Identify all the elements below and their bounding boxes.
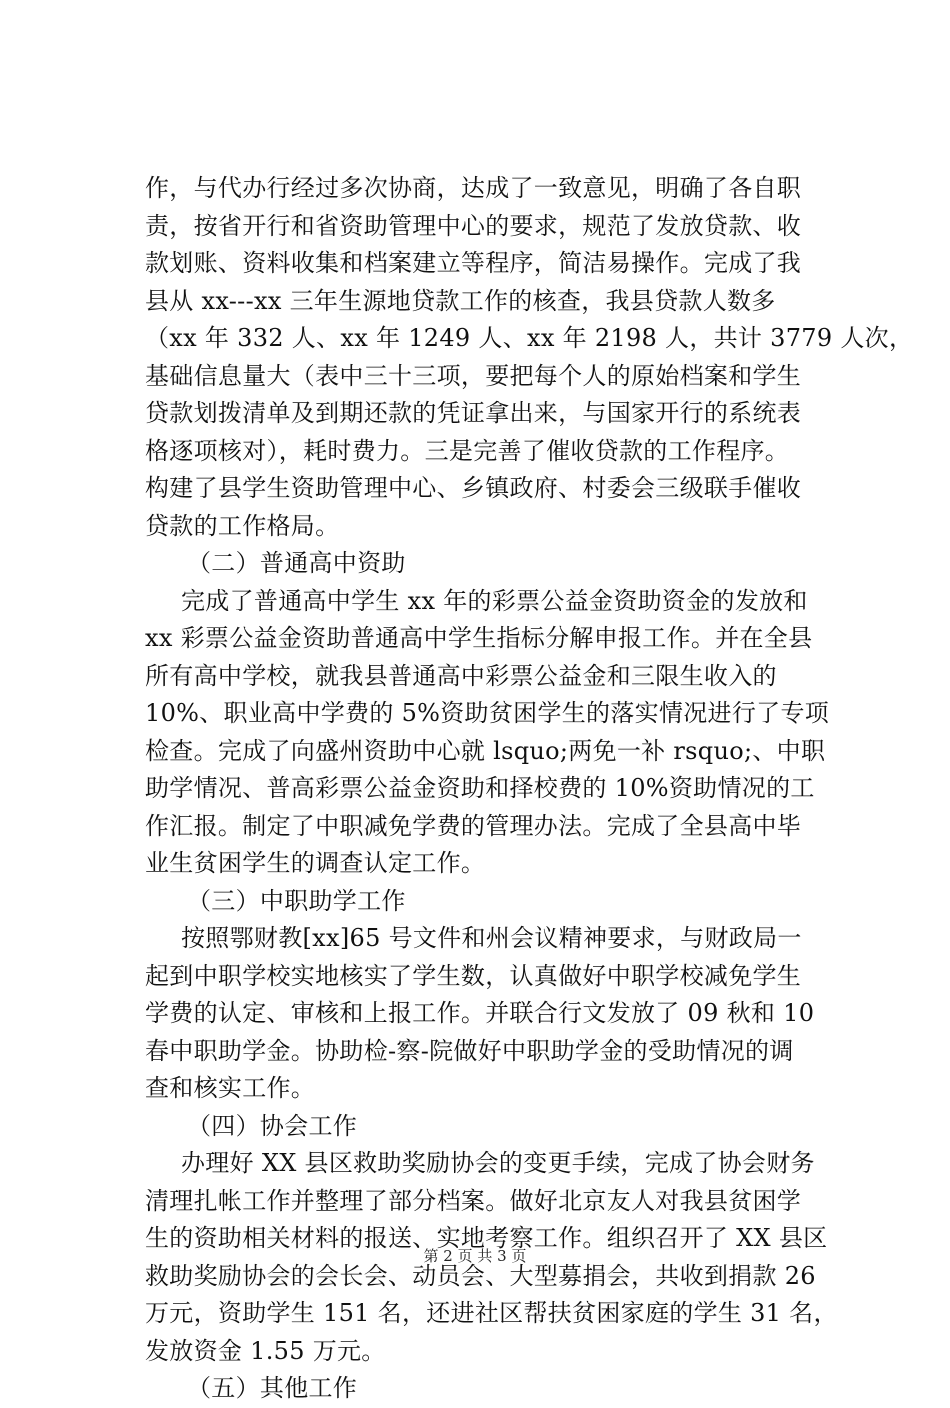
body-line: 万元，资助学生 151 名，还进社区帮扶贫困家庭的学生 31 名， bbox=[145, 1299, 838, 1327]
body-line: 业生贫困学生的调查认定工作。 bbox=[145, 849, 486, 877]
body-line: 检查。完成了向盛州资助中心就 lsquo;两免一补 rsquo;、中职 bbox=[145, 736, 826, 765]
page-number-footer: 第 2 页 共 3 页 bbox=[423, 1247, 527, 1265]
body-line: 助学情况、普高彩票公益金资助和择校费的 10%资助情况的工 bbox=[145, 774, 815, 802]
body-line: 所有高中学校，就我县普通高中彩票公益金和三限生收入的 bbox=[145, 661, 777, 690]
body-line: 构建了县学生资助管理中心、乡镇政府、村委会三级联手催收 bbox=[145, 474, 802, 502]
body-line: 款划账、资料收集和档案建立等程序，简洁易操作。完成了我 bbox=[145, 249, 802, 277]
body-line: 作，与代办行经过多次协商，达成了一致意见，明确了各自职 bbox=[145, 174, 802, 202]
paragraph-start: 完成了普通高中学生 xx 年的彩票公益金资助资金的发放和 bbox=[181, 586, 808, 615]
document-body bbox=[145, 170, 914, 1408]
body-line: 学费的认定、审核和上报工作。并联合行文发放了 09 秋和 10 bbox=[145, 999, 815, 1027]
body-line: 起到中职学校实地核实了学生数，认真做好中职学校减免学生 bbox=[145, 961, 802, 990]
body-line: 生的资助相关材料的报送、实地考察工作。组织召开了 XX 县区 bbox=[145, 1224, 828, 1252]
section-heading-5: （五）其他工作 bbox=[187, 1374, 358, 1402]
body-line: 查和核实工作。 bbox=[145, 1074, 316, 1102]
body-line: 发放资金 1.55 万元。 bbox=[145, 1336, 386, 1365]
section-heading-2: （二）普通高中资助 bbox=[187, 549, 406, 577]
body-line: 10%、职业高中学费的 5%资助贫困学生的落实情况进行了专项 bbox=[145, 699, 830, 727]
body-line: 县从 xx---xx 三年生源地贷款工作的核查，我县贷款人数多 bbox=[145, 286, 776, 315]
section-heading-4: （四）协会工作 bbox=[187, 1111, 358, 1140]
body-line: 清理扎帐工作并整理了部分档案。做好北京友人对我县贫困学 bbox=[145, 1186, 802, 1215]
body-line: 贷款划拨清单及到期还款的凭证拿出来，与国家开行的系统表 bbox=[145, 399, 802, 427]
body-line: （xx 年 332 人、xx 年 1249 人、xx 年 2198 人，共计 3779 人次， bbox=[145, 324, 914, 352]
body-line: 春中职助学金。协助检-察-院做好中职助学金的受助情况的调 bbox=[145, 1036, 794, 1065]
body-line: 责，按省开行和省资助管理中心的要求，规范了发放贷款、收 bbox=[145, 211, 802, 240]
body-line: 基础信息量大（表中三十三项，要把每个人的原始档案和学生 bbox=[145, 361, 802, 390]
paragraph-start: 办理好 XX 县区救助奖励协会的变更手续，完成了协会财务 bbox=[181, 1149, 815, 1177]
body-line: xx 彩票公益金资助普通高中学生指标分解申报工作。并在全县 bbox=[145, 624, 813, 652]
body-line: 救助奖励协会的会长会、动员会、大型募捐会，共收到捐款 26 bbox=[145, 1261, 816, 1290]
body-line: 贷款的工作格局。 bbox=[145, 511, 340, 540]
body-line: 格逐项核对），耗时费力。三是完善了催收贷款的工作程序。 bbox=[145, 436, 790, 465]
section-heading-3: （三）中职助学工作 bbox=[187, 886, 406, 915]
body-line: 作汇报。制定了中职减免学费的管理办法。完成了全县高中毕 bbox=[145, 811, 802, 840]
paragraph-start: 按照鄂财教[xx]65 号文件和州会议精神要求，与财政局一 bbox=[181, 924, 802, 952]
